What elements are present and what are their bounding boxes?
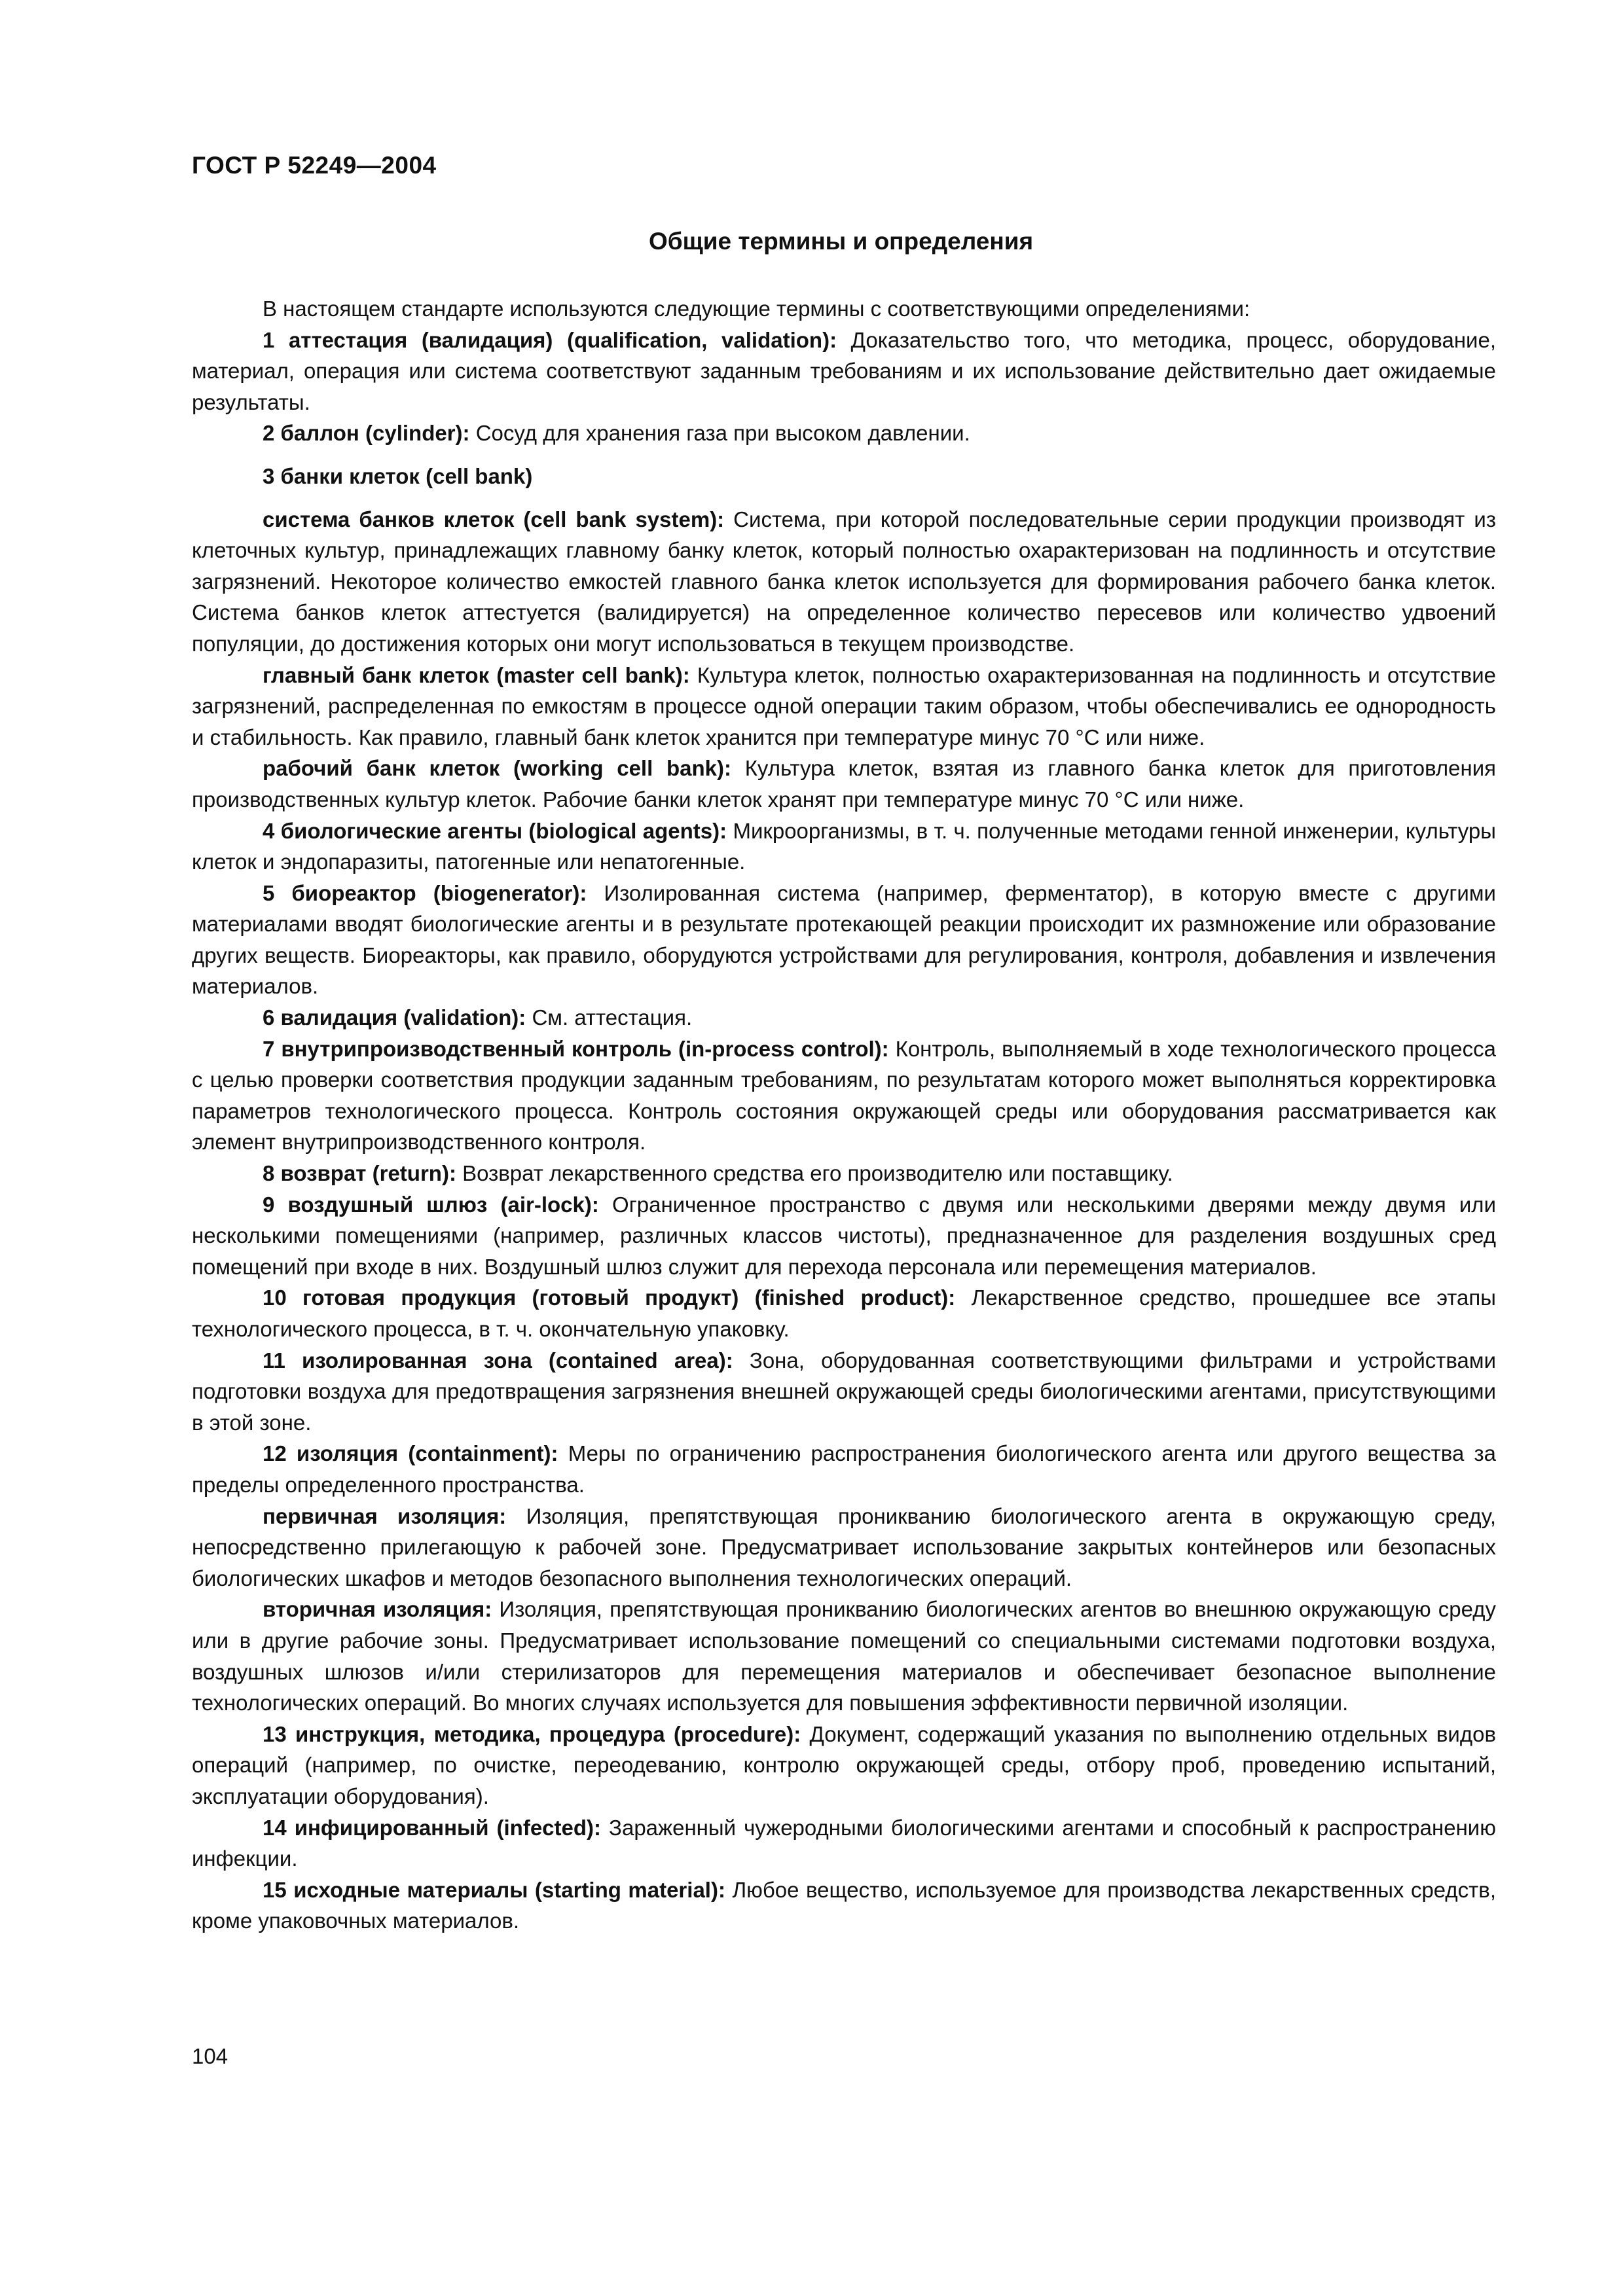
term-definition: Сосуд для хранения газа при высоком давлении. (469, 421, 970, 446)
term-paragraph (192, 1438, 1496, 1500)
term-definition: Изоляция, препятствующая проникванию биологического агента в окружающую среду, непосредственно прилегающую к рабочей зоне. Предусматривает использование закрытых контейнеров или безопасных биологических шкафов и методов безопасного выполнения технологических операций. (192, 1503, 1496, 1590)
standard-header: ГОСТ Р 52249—2004 (192, 152, 437, 179)
term-definition: Доказательство того, что методика, процесс, оборудование, материал, операция или система соответствуют заданным требованиям и их использование действительно дает ожидаемые результаты. (192, 327, 1496, 414)
term-heading: 9 воздушный шлюз (air-lock): (263, 1192, 599, 1217)
term-paragraph (192, 660, 1496, 753)
term-paragraph (192, 753, 1496, 815)
term-definition: Микроорганизмы, в т. ч. полученные методами генной инженерии, культуры клеток и эндопаразиты, патогенные или непатогенные. (192, 818, 1497, 874)
term-paragraph (192, 1501, 1496, 1594)
term-heading: 6 валидация (validation): (263, 1005, 526, 1030)
term-definition: Культура клеток, полностью охарактеризованная на подлинность и отсутствие загрязнений, распределенная по емкостям в процессе одной операции таким образом, чтобы обеспечивались ее однородность и стабильность. Как правило, главный банк клеток хранится при температуре минус 70 °С или ниже. (192, 662, 1497, 749)
term-definition: Контроль, выполняемый в ходе технологического процесса с целью проверки соответствия продукции заданным требованиям, по результатам которого может выполняться корректировка параметров технологического процесса. Контроль состояния окружающей среды или оборудования рассматривается как элемент внутрипроизводственного контроля. (192, 1036, 1496, 1155)
term-heading: система банков клеток (cell bank system): (263, 507, 725, 531)
term-paragraph (192, 878, 1496, 1002)
intro-paragraph: В настоящем стандарте используются следующие термины с соответствующими определениями: (263, 296, 1250, 321)
term-heading: первичная изоляция: (263, 1503, 507, 1528)
term-heading: 3 банки клеток (cell bank) (263, 463, 533, 488)
term-definition: Документ, содержащий указания по выполнению отдельных видов операций (например, по очистке, переодеванию, контролю окружающей среды, отбору проб, проведению испытаний, эксплуатации оборудования). (192, 1721, 1497, 1808)
term-paragraph (192, 1719, 1496, 1812)
document-body (192, 293, 1496, 1937)
term-paragraph (192, 1033, 1496, 1158)
term-heading: 10 готовая продукция (готовый продукт) (finished product): (263, 1285, 956, 1310)
term-definition: Возврат лекарственного средства его производителю или поставщику. (456, 1161, 1173, 1186)
term-definition: Изолированная система (например, ферментатор), в которую вместе с другими материалами вводят биологические агенты и в результате протекающей реакции происходит их размножение или образование других веществ. Биореакторы, как правило, оборудуются устройствами для регулирования, контроля, добавления и извлечения материалов. (192, 880, 1496, 999)
term-heading: 2 баллон (cylinder): (263, 421, 470, 446)
term-definition: Лекарственное средство, прошедшее все этапы технологического процесса, в т. ч. окончательную упаковку. (192, 1285, 1496, 1341)
term-heading: 13 инструкция, методика, процедура (procedure): (263, 1721, 801, 1746)
term-heading: 11 изолированная зона (contained area): (263, 1348, 733, 1372)
term-definition: Изоляция, препятствующая проникванию биологических агентов во внешнюю окружающую среду или в другие рабочие зоны. Предусматривает использование помещений со специальными системами подготовки воздуха, воздушных шлюзов и/или стерилизаторов для перемещения материалов и обеспечивает безопасное выполнение технологических операций. Во многих случаях используется для повышения эффективности первичной изоляции. (192, 1597, 1496, 1715)
term-heading: главный банк клеток (master cell bank): (263, 662, 690, 687)
term-definition: Меры по ограничению распространения биологического агента или другого вещества за пределы определенного пространства. (192, 1441, 1496, 1497)
term-heading: рабочий банк клеток (working cell bank): (263, 756, 731, 781)
term-paragraph (192, 461, 1496, 492)
term-heading: 12 изоляция (containment): (263, 1441, 558, 1466)
term-paragraph (192, 504, 1496, 660)
term-definition: См. аттестация. (526, 1005, 693, 1030)
term-heading: 1 аттестация (валидация) (qualification, validation): (263, 327, 837, 352)
term-paragraph (192, 325, 1496, 418)
term-definition: Система, при которой последовательные серии продукции производят из клеточных культур, принадлежащих главному банку клеток, который полностью охарактеризован на подлинность и отсутствие загрязнений. Некоторое количество емкостей главного банка клеток используется для формирования рабочего банка клеток. Система банков клеток аттестуется (валидируется) на определенное количество пересевов или количество удвоений популяции, до достижения которых они могут использоваться в текущем производстве. (192, 507, 1496, 656)
term-paragraph (192, 1812, 1496, 1874)
term-heading: 8 возврат (return): (263, 1161, 456, 1186)
term-paragraph (192, 418, 1496, 449)
term-heading: 7 внутрипроизводственный контроль (in-process control): (263, 1036, 889, 1061)
section-title: Общие термины и определения (648, 228, 1034, 255)
term-paragraph (192, 1002, 1496, 1033)
page-number: 104 (192, 2044, 228, 2068)
term-paragraph (192, 1345, 1496, 1439)
term-paragraph (192, 1594, 1496, 1718)
term-definition: Зона, оборудованная соответствующими фильтрами и устройствами подготовки воздуха для предотвращения загрязнения внешней окружающей среды биологическими агентами, присутствующими в этой зоне. (192, 1348, 1496, 1435)
term-heading: 14 инфицированный (infected): (263, 1815, 602, 1840)
term-heading: 4 биологические агенты (biological agents): (263, 818, 727, 843)
term-paragraph (192, 1158, 1496, 1189)
term-definition: Зараженный чужеродными биологическими агентами и способный к распространению инфекции. (192, 1815, 1496, 1871)
term-definition: Культура клеток, взятая из главного банка клеток для приготовления производственных культур клеток. Рабочие банки клеток хранят при температуре минус 70 °С или ниже. (192, 756, 1497, 812)
term-definition: Ограниченное пространство с двумя или несколькими дверями между двумя или несколькими помещениями (например, различных классов чистоты), предназначенное для разделения воздушных сред помещений при входе в них. Воздушный шлюз служит для перехода персонала или перемещения материалов. (192, 1192, 1496, 1279)
term-heading: 5 биореактор (biogenerator): (263, 880, 587, 905)
term-definition: Любое вещество, используемое для производства лекарственных средств, кроме упаковочных материалов. (192, 1877, 1496, 1933)
term-paragraph (192, 1874, 1496, 1937)
term-heading: 15 исходные материалы (starting material): (263, 1877, 725, 1902)
term-heading: вторичная изоляция: (263, 1597, 492, 1622)
term-paragraph (192, 1189, 1496, 1283)
term-paragraph (192, 816, 1496, 878)
term-paragraph (192, 1282, 1496, 1344)
